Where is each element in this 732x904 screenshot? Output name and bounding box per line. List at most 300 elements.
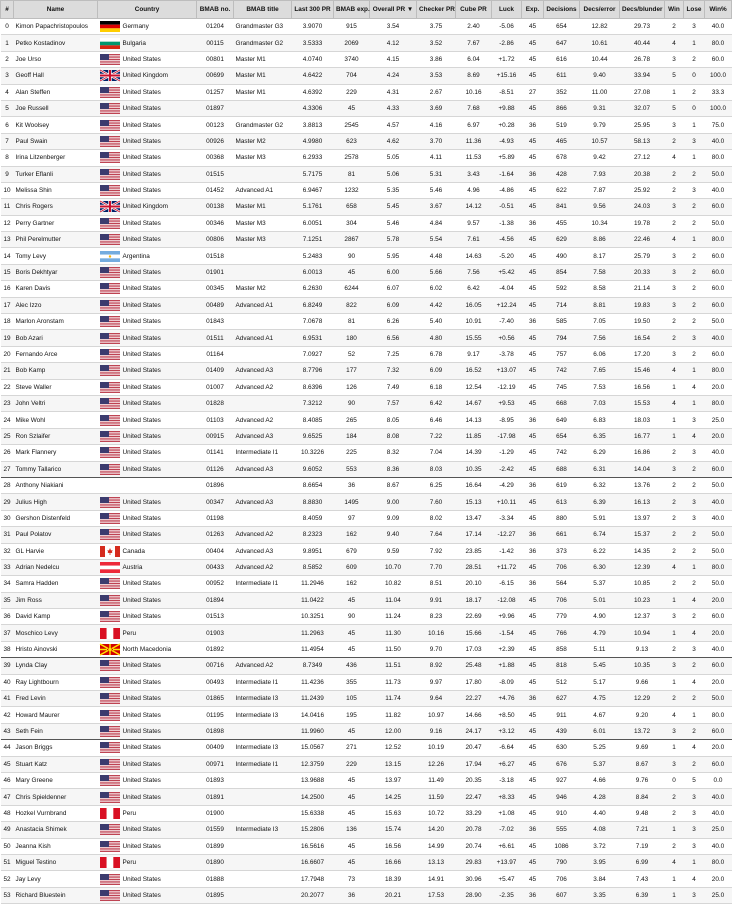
cell-cube-pr: 30.96 [456,871,492,887]
cell-overall-pr: 16.56 [370,838,417,854]
cell-exp: 36 [522,166,544,182]
cell-country [98,182,197,198]
column-header-bmab-exp[interactable]: BMAB exp. [334,1,370,19]
cell-last-300-pr: 15.0567 [292,740,334,756]
cell-bmab-title [234,592,292,608]
column-header-bmab-title[interactable]: BMAB title [234,1,292,19]
cell-name[interactable]: Chris Rogers [14,199,98,215]
cell-bmab-no: 01865 [197,691,234,707]
cell-name[interactable]: Phil Perelmutter [14,232,98,248]
table-row [1,133,732,149]
table-row [1,576,732,592]
cell-name[interactable]: Jason Briggs [14,740,98,756]
country-name: United States [122,432,161,440]
cell-decs-blunder: 33.94 [620,68,665,84]
cell-decisions: 439 [544,723,580,739]
cell-exp: 36 [522,822,544,838]
cell-last-300-pr: 8.4085 [292,412,334,428]
cell-decisions: 564 [544,576,580,592]
cell-bmab-no: 01164 [197,346,234,362]
cell-overall-pr: 14.25 [370,789,417,805]
cell-bmab-title [234,395,292,411]
column-header-decisions[interactable]: Decisions [544,1,580,19]
cell-lose: 3 [684,822,705,838]
cell-name[interactable]: Hozkel Vurnbrand [14,805,98,821]
cell-decisions: 706 [544,592,580,608]
cell-bmab-title: Grandmaster G2 [234,35,292,51]
cell-decs-error: 7.58 [580,264,620,280]
cell-name[interactable]: Mark Flannery [14,445,98,461]
us-flag-icon [100,333,120,344]
cell-overall-pr: 8.36 [370,461,417,477]
cell-country [98,133,197,149]
table-row [1,117,732,133]
cell-lose: 1 [684,232,705,248]
cell-decs-error: 5.25 [580,740,620,756]
cell-name[interactable]: Tomy Levy [14,248,98,264]
cell-bmab-title: Advanced A3 [234,428,292,444]
column-header-checker-pr[interactable]: Checker PR [417,1,456,19]
cell-decs-error: 8.58 [580,281,620,297]
cell-bmab-title [234,100,292,116]
cell-luck: +13.97 [492,854,522,870]
cell-last-300-pr: 12.3759 [292,756,334,772]
table-row [1,510,732,526]
cell-decs-blunder: 15.53 [620,395,665,411]
cell-bmab-exp: 45 [334,838,370,854]
cell-name[interactable]: Melissa Shin [14,182,98,198]
cell-win-pct: 20.0 [705,592,732,608]
cell-exp: 45 [522,51,544,67]
cell-name[interactable]: Irina Litzenberger [14,150,98,166]
cell-name[interactable]: Paul Polatov [14,527,98,543]
cell-bmab-exp: 81 [334,166,370,182]
cell-exp: 45 [522,707,544,723]
cell-cube-pr: 12.54 [456,379,492,395]
cell-cube-pr: 7.61 [456,232,492,248]
cell-decs-error: 6.74 [580,527,620,543]
cell-name[interactable]: Fernando Arce [14,346,98,362]
country-name: United States [122,531,161,539]
cell-decisions: 555 [544,822,580,838]
cell-index: 21 [1,363,14,379]
cell-lose: 1 [684,35,705,51]
table-row [1,412,732,428]
cell-win: 2 [665,494,684,510]
column-header-index[interactable]: # [1,1,14,19]
cell-decisions: 629 [544,232,580,248]
column-header-cube-pr[interactable]: Cube PR [456,1,492,19]
cell-name[interactable]: Paul Swain [14,133,98,149]
cell-name[interactable]: Anthony Niakiani [14,477,98,493]
cell-win-pct: 40.0 [705,494,732,510]
cell-last-300-pr: 6.2933 [292,150,334,166]
cell-name[interactable]: Bob Kamp [14,363,98,379]
column-header-win-pct[interactable]: Win% [705,1,732,19]
cell-name[interactable]: Kit Woolsey [14,117,98,133]
cell-name[interactable]: David Kamp [14,609,98,625]
cell-checker-pr: 7.22 [417,428,456,444]
cell-cube-pr: 14.66 [456,707,492,723]
table-row [1,543,732,559]
cell-checker-pr: 4.84 [417,215,456,231]
cell-name[interactable]: Marlon Aronstam [14,314,98,330]
cell-country [98,19,197,35]
cell-bmab-no: 01518 [197,248,234,264]
cell-bmab-title [234,805,292,821]
cell-cube-pr: 28.90 [456,887,492,903]
cell-last-300-pr: 6.9531 [292,330,334,346]
cell-decisions: 428 [544,166,580,182]
cell-checker-pr: 14.99 [417,838,456,854]
cell-name[interactable]: Kimon Papachristopoulos [14,19,98,35]
cell-decisions: 627 [544,691,580,707]
cell-last-300-pr: 6.0013 [292,264,334,280]
cell-index: 30 [1,510,14,526]
canada-flag-icon [100,546,120,557]
cell-overall-pr: 11.73 [370,674,417,690]
cell-decisions: 616 [544,51,580,67]
us-flag-icon [100,464,120,475]
cell-index: 35 [1,592,14,608]
cell-name[interactable]: Jeanna Kish [14,838,98,854]
cell-overall-pr: 10.70 [370,559,417,575]
country-name: Austria [122,564,143,572]
cell-exp: 45 [522,100,544,116]
cell-cube-pr: 16.64 [456,477,492,493]
cell-lose: 3 [684,445,705,461]
cell-name[interactable]: Boris Dekhtyar [14,264,98,280]
cell-cube-pr: 15.66 [456,625,492,641]
cell-bmab-title [234,789,292,805]
cell-decs-error: 4.79 [580,625,620,641]
cell-lose: 3 [684,838,705,854]
cell-checker-pr: 3.86 [417,51,456,67]
cell-name[interactable]: Stuart Katz [14,756,98,772]
cell-index: 29 [1,494,14,510]
cell-name[interactable]: Tommy Tallarico [14,461,98,477]
cell-name[interactable]: John Veltri [14,395,98,411]
country-name: United States [122,711,161,719]
cell-bmab-exp: 2867 [334,232,370,248]
column-header-name[interactable]: Name [14,1,98,19]
column-header-luck[interactable]: Luck [492,1,522,19]
cell-win-pct: 60.0 [705,264,732,280]
table-row [1,445,732,461]
cell-win: 4 [665,35,684,51]
cell-exp: 45 [522,297,544,313]
cell-decs-error: 5.11 [580,641,620,657]
cell-bmab-exp: 3740 [334,51,370,67]
cell-lose: 3 [684,19,705,35]
cell-last-300-pr: 8.7796 [292,363,334,379]
cell-decisions: 688 [544,461,580,477]
cell-name[interactable]: Jay Levy [14,871,98,887]
cell-bmab-exp: 184 [334,428,370,444]
cell-last-300-pr: 20.2077 [292,887,334,903]
cell-luck: +3.12 [492,723,522,739]
cell-decisions: 818 [544,658,580,674]
cell-name[interactable]: Seth Fein [14,723,98,739]
table-row [1,625,732,641]
cell-luck: -8.09 [492,674,522,690]
country-name: United States [122,301,161,309]
cell-country [98,789,197,805]
cell-bmab-exp: 45 [334,625,370,641]
cell-lose: 1 [684,363,705,379]
cell-win: 3 [665,756,684,772]
cell-exp: 45 [522,133,544,149]
cell-decs-error: 9.79 [580,117,620,133]
cell-lose: 3 [684,805,705,821]
cell-decisions: 910 [544,805,580,821]
column-header-decs-error[interactable]: Decs/error [580,1,620,19]
cell-name[interactable]: Jim Ross [14,592,98,608]
cell-country [98,445,197,461]
cell-name[interactable]: Alec Izzo [14,297,98,313]
bulgaria-flag-icon [100,38,120,49]
cell-name[interactable]: Mary Greene [14,772,98,788]
cell-name[interactable]: Mike Wohl [14,412,98,428]
cell-name[interactable]: Adrian Nedelcu [14,559,98,575]
cell-checker-pr: 3.70 [417,133,456,149]
table-row [1,838,732,854]
cell-overall-pr: 10.82 [370,576,417,592]
cell-index: 24 [1,412,14,428]
cell-bmab-no: 01888 [197,871,234,887]
cell-last-300-pr: 9.6052 [292,461,334,477]
table-row [1,740,732,756]
cell-name[interactable]: Steve Waller [14,379,98,395]
cell-overall-pr: 8.32 [370,445,417,461]
country-name: United States [122,55,161,63]
cell-bmab-exp: 180 [334,330,370,346]
us-flag-icon [100,431,120,442]
cell-exp: 36 [522,543,544,559]
cell-cube-pr: 15.55 [456,330,492,346]
cell-bmab-title: Advanced A3 [234,461,292,477]
cell-overall-pr: 11.04 [370,592,417,608]
cell-luck: -5.20 [492,248,522,264]
cell-country [98,609,197,625]
cell-checker-pr: 11.59 [417,789,456,805]
cell-decs-blunder: 12.29 [620,691,665,707]
country-name: United States [122,105,161,113]
cell-country [98,543,197,559]
cell-bmab-exp: 97 [334,510,370,526]
cell-exp: 45 [522,19,544,35]
cell-name[interactable]: Alan Steffen [14,84,98,100]
cell-decs-blunder: 12.39 [620,559,665,575]
cell-win-pct: 80.0 [705,363,732,379]
table-row [1,641,732,657]
cell-name[interactable]: Karen Davis [14,281,98,297]
column-header-lose[interactable]: Lose [684,1,705,19]
cell-last-300-pr: 14.2500 [292,789,334,805]
cell-overall-pr: 16.66 [370,854,417,870]
cell-cube-pr: 20.10 [456,576,492,592]
cell-name[interactable]: Bob Azari [14,330,98,346]
column-header-last-300-pr[interactable]: Last 300 PR [292,1,334,19]
cell-name[interactable]: Ron Szlaifer [14,428,98,444]
cell-last-300-pr: 17.7948 [292,871,334,887]
cell-name[interactable]: Ray Lightbourn [14,674,98,690]
cell-decisions: 854 [544,264,580,280]
cell-name[interactable]: Samra Hadden [14,576,98,592]
cell-bmab-exp: 45 [334,772,370,788]
cell-lose: 3 [684,412,705,428]
cell-bmab-title: Advanced A2 [234,379,292,395]
us-flag-icon [100,234,120,245]
us-flag-icon [100,185,120,196]
cell-last-300-pr: 16.6607 [292,854,334,870]
cell-bmab-exp: 45 [334,641,370,657]
cell-bmab-exp: 45 [334,100,370,116]
cell-overall-pr: 5.35 [370,182,417,198]
cell-decs-blunder: 26.78 [620,51,665,67]
cell-luck: +11.72 [492,559,522,575]
column-header-country[interactable]: Country [98,1,197,19]
cell-overall-pr: 15.63 [370,805,417,821]
cell-lose: 3 [684,330,705,346]
cell-bmab-no: 00952 [197,576,234,592]
cell-bmab-exp: 1232 [334,182,370,198]
cell-name[interactable]: GL Harvie [14,543,98,559]
cell-overall-pr: 12.52 [370,740,417,756]
cell-decs-blunder: 10.35 [620,658,665,674]
country-name: United States [122,416,161,424]
cell-index: 2 [1,51,14,67]
cell-bmab-no: 00915 [197,428,234,444]
cell-decs-blunder: 19.50 [620,314,665,330]
cell-index: 6 [1,117,14,133]
cell-bmab-title: Intermediate I3 [234,691,292,707]
cell-decs-error: 10.61 [580,35,620,51]
country-name: United States [122,891,161,899]
cell-name[interactable]: Lynda Clay [14,658,98,674]
cell-bmab-no: 00409 [197,740,234,756]
cell-name[interactable]: Petko Kostadinov [14,35,98,51]
cell-decs-error: 3.84 [580,871,620,887]
cell-bmab-title: Intermediate I3 [234,822,292,838]
cell-country [98,281,197,297]
table-row [1,887,732,903]
cell-name[interactable]: Geoff Hall [14,68,98,84]
cell-decs-blunder: 14.04 [620,461,665,477]
country-name: United States [122,236,161,244]
cell-index: 44 [1,740,14,756]
country-name: United Kingdom [122,203,168,211]
cell-bmab-title: Master M1 [234,68,292,84]
cell-win-pct: 20.0 [705,871,732,887]
cell-lose: 1 [684,559,705,575]
cell-win-pct: 80.0 [705,854,732,870]
cell-decs-error: 3.35 [580,887,620,903]
cell-index: 22 [1,379,14,395]
cell-name[interactable]: Turker Eflanli [14,166,98,182]
column-header-overall-pr[interactable]: Overall PR ▼ [370,1,417,19]
cell-country [98,363,197,379]
cell-index: 3 [1,68,14,84]
cell-checker-pr: 5.46 [417,182,456,198]
cell-name[interactable]: Miguel Testino [14,854,98,870]
cell-name[interactable]: Perry Gartner [14,215,98,231]
cell-exp: 36 [522,576,544,592]
column-header-win[interactable]: Win [665,1,684,19]
cell-luck: -7.40 [492,314,522,330]
cell-index: 43 [1,723,14,739]
cell-name[interactable]: Hristo Ainovski [14,641,98,657]
cell-last-300-pr: 14.0416 [292,707,334,723]
cell-luck: +0.56 [492,330,522,346]
cell-name[interactable]: Richard Bluestein [14,887,98,903]
cell-name[interactable]: Gershon Distenfeld [14,510,98,526]
cell-decs-error: 7.93 [580,166,620,182]
cell-exp: 36 [522,887,544,903]
cell-name[interactable]: Chris Spieldenner [14,789,98,805]
cell-checker-pr: 3.69 [417,100,456,116]
cell-name[interactable]: Howard Maurer [14,707,98,723]
cell-luck: -0.51 [492,199,522,215]
column-header-exp[interactable]: Exp. [522,1,544,19]
cell-decs-blunder: 9.20 [620,707,665,723]
cell-cube-pr: 6.97 [456,117,492,133]
cell-name[interactable]: Joe Urso [14,51,98,67]
cell-bmab-no: 01828 [197,395,234,411]
country-name: United States [122,367,161,375]
cell-decs-blunder: 16.54 [620,330,665,346]
country-name: United States [122,727,161,735]
cell-overall-pr: 6.09 [370,297,417,313]
cell-country [98,297,197,313]
cell-bmab-exp: 265 [334,412,370,428]
cell-win: 2 [665,314,684,330]
cell-name[interactable]: Julius High [14,494,98,510]
cell-exp: 45 [522,641,544,657]
cell-win-pct: 50.0 [705,477,732,493]
cell-win-pct: 20.0 [705,428,732,444]
cell-win: 3 [665,723,684,739]
cell-decs-blunder: 13.97 [620,510,665,526]
cell-win-pct: 50.0 [705,215,732,231]
table-row [1,658,732,674]
cell-cube-pr: 15.13 [456,494,492,510]
country-name: North Macedonia [122,646,172,654]
us-flag-icon [100,120,120,131]
cell-win-pct: 40.0 [705,445,732,461]
cell-decs-blunder: 16.56 [620,379,665,395]
cell-exp: 45 [522,510,544,526]
cell-country [98,854,197,870]
country-name: United States [122,826,161,834]
cell-decisions: 613 [544,494,580,510]
column-header-decs-blunder[interactable]: Decs/blunder [620,1,665,19]
cell-win-pct: 40.0 [705,789,732,805]
cell-bmab-exp: 822 [334,297,370,313]
cell-checker-pr: 7.92 [417,543,456,559]
cell-name[interactable]: Joe Russell [14,100,98,116]
cell-bmab-title: Intermediate I3 [234,707,292,723]
cell-bmab-no: 00123 [197,117,234,133]
cell-name[interactable]: Moschico Levy [14,625,98,641]
cell-name[interactable]: Anastacia Shimek [14,822,98,838]
cell-decisions: 779 [544,609,580,625]
cell-checker-pr: 4.80 [417,330,456,346]
cell-name[interactable]: Fred Levin [14,691,98,707]
column-header-bmab-no[interactable]: BMAB no. [197,1,234,19]
cell-exp: 45 [522,592,544,608]
cell-exp: 45 [522,199,544,215]
